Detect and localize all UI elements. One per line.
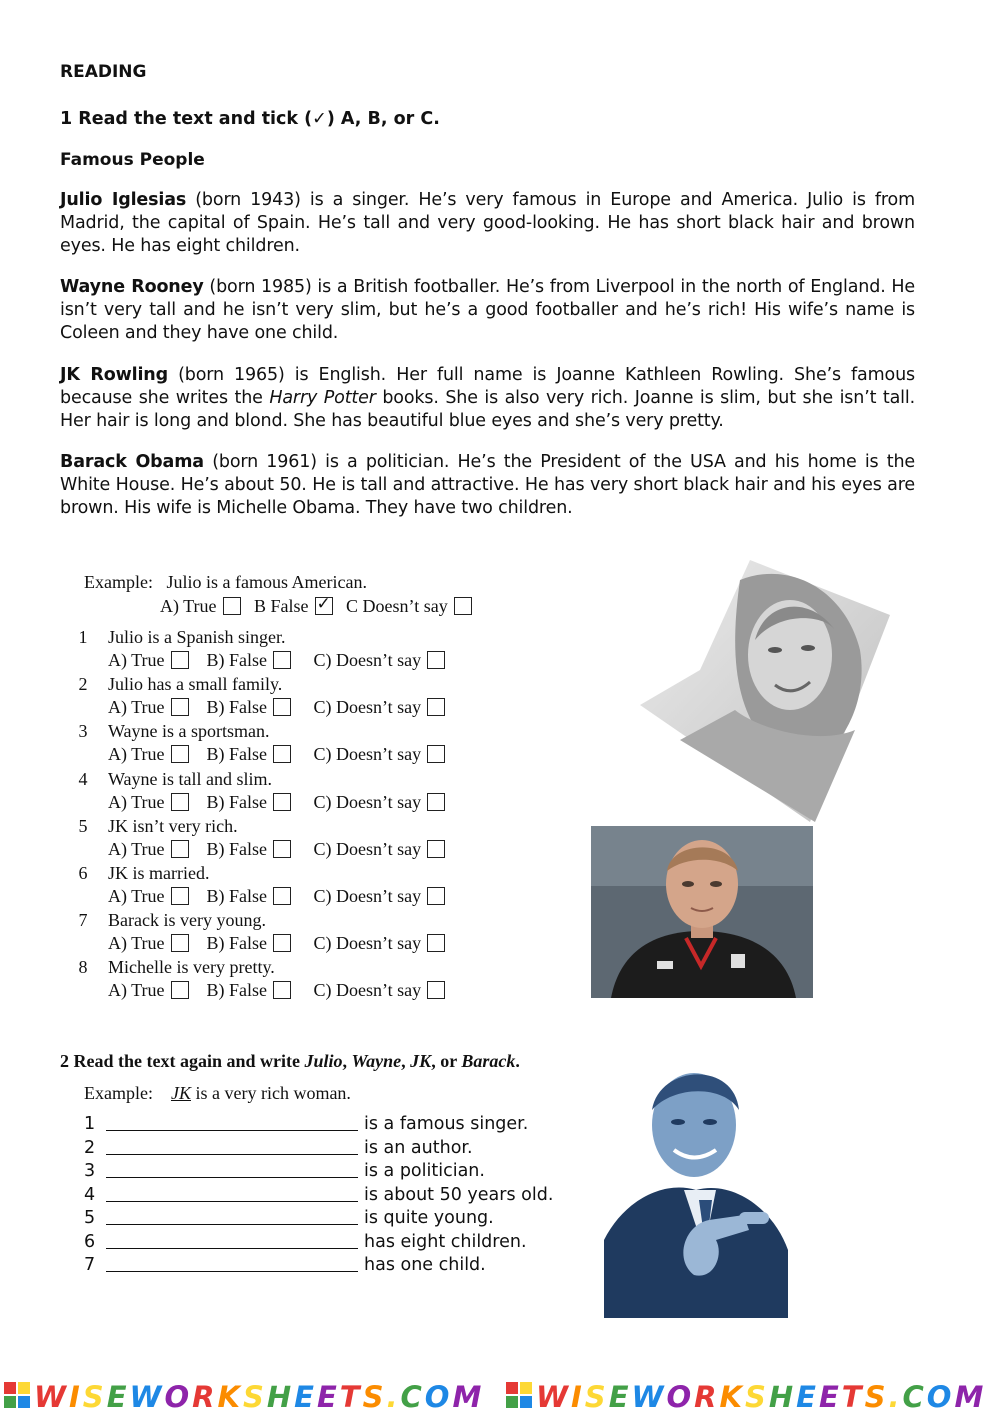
fill-in-item (84, 1208, 494, 1228)
paragraph-text: (born 1965) is English. Her full name is Joanne Kathleen Rowling. She’s famous because she writes the (60, 365, 915, 408)
answer-blank[interactable] (106, 1232, 358, 1249)
paragraph-text: (born 1961) is a politician. He’s the President of the USA and his home is the White House. He’s about 50. He is tall and attractive. He has very short black hair and his eyes are brown. His wife is Michelle Obama. They have two children. (60, 452, 915, 518)
example-label: Example: (84, 572, 153, 592)
footer-brand-letter: O (926, 1380, 955, 1414)
task2-instruction (60, 1051, 520, 1072)
answer-blank[interactable] (106, 1208, 358, 1225)
fill-in-number: 2 (84, 1137, 96, 1158)
book-title: Harry Potter (269, 388, 376, 408)
question-number: 3 (78, 721, 88, 742)
option-c-label: C) Doesn’t say (313, 650, 422, 670)
jk-rowling-illustration (640, 560, 890, 822)
paragraph-jk (60, 364, 915, 433)
footer-brand-letter: S (362, 1380, 387, 1414)
checkbox-c[interactable] (427, 793, 445, 811)
answer-blank[interactable] (106, 1114, 358, 1131)
example-question (84, 572, 367, 593)
paragraph-name: Julio Iglesias (60, 190, 187, 210)
footer-brand-letter: E (106, 1380, 130, 1414)
option-a-label: A) True (108, 650, 165, 670)
footer-brand-letter: . (888, 1380, 903, 1414)
checkbox-c[interactable] (427, 651, 445, 669)
question-text: Wayne is a sportsman. (108, 721, 270, 742)
wayne-rooney-illustration (591, 826, 813, 998)
footer-brand-letter: T (841, 1380, 865, 1414)
checkbox-c[interactable] (427, 887, 445, 905)
question-text: Michelle is very pretty. (108, 957, 275, 978)
example-option-a: A) True (160, 596, 217, 616)
question-item (72, 863, 612, 909)
question-options (108, 650, 445, 671)
question-number: 2 (78, 674, 88, 695)
checkbox-a[interactable] (171, 887, 189, 905)
fill-in-item (84, 1255, 486, 1275)
answer-blank[interactable] (106, 1255, 358, 1272)
footer-brand-letter: S (744, 1380, 769, 1414)
footer-brand-letter: I (69, 1380, 83, 1414)
section-title: READING (60, 62, 147, 82)
footer-brand-letter: S (82, 1380, 107, 1414)
paragraph-name: Barack Obama (60, 452, 204, 472)
option-c-label: C) Doesn’t say (313, 980, 422, 1001)
julio-iglesias-photo (604, 1050, 788, 1318)
option-b-label: B) False (206, 980, 268, 1001)
option-a-label: A) True (108, 933, 165, 954)
question-number: 7 (78, 910, 88, 931)
option-a-label: A) True (108, 697, 165, 718)
footer-brand-letter: T (339, 1380, 363, 1414)
option-a-label: A) True (108, 886, 165, 906)
fill-in-number: 4 (84, 1184, 96, 1205)
checkbox-b[interactable] (273, 698, 291, 716)
question-number: 6 (78, 863, 88, 883)
footer-brand-letter: O (164, 1380, 193, 1414)
task2-separator: , (401, 1051, 411, 1071)
question-item (72, 769, 612, 815)
checkbox-b[interactable] (273, 745, 291, 763)
fill-in-number: 5 (84, 1208, 96, 1228)
wiseworksheets-logo-icon (506, 1382, 532, 1408)
task2-separator: , or (431, 1051, 462, 1071)
fill-in-number: 1 (84, 1114, 96, 1134)
checkbox-a[interactable] (171, 840, 189, 858)
answer-blank[interactable] (106, 1138, 358, 1155)
footer-brand-letter: K (217, 1380, 243, 1414)
option-c-label: C) Doesn’t say (313, 933, 422, 954)
fill-in-number: 7 (84, 1255, 96, 1275)
fill-in-text: is a famous singer. (364, 1114, 529, 1134)
question-options (108, 980, 445, 1001)
example-sentence: Julio is a famous American. (166, 572, 367, 592)
task2-separator: . (515, 1051, 520, 1071)
example-checkbox-a[interactable] (223, 597, 241, 615)
footer-brand-letter: O (666, 1380, 695, 1414)
footer-brand-letter: C (902, 1380, 927, 1414)
checkbox-c[interactable] (427, 934, 445, 952)
fill-in-item (84, 1185, 553, 1205)
checkbox-c[interactable] (427, 981, 445, 999)
footer-brand-letter: E (608, 1380, 632, 1414)
footer-brand-letter: M (954, 1380, 987, 1414)
checkbox-b[interactable] (273, 934, 291, 952)
option-b-label: B) False (206, 886, 268, 906)
question-options (108, 839, 445, 860)
question-text: Wayne is tall and slim. (108, 768, 273, 789)
footer-brand-letter: K (719, 1380, 745, 1414)
footer-watermark (0, 1376, 1000, 1413)
footer-brand-right (536, 1380, 986, 1414)
example-checkbox-b-checked[interactable] (315, 597, 333, 615)
question-number: 5 (78, 815, 88, 836)
option-a-label: A) True (108, 744, 165, 765)
question-text: JK is married. (108, 863, 210, 883)
option-b-label: B) False (206, 744, 268, 765)
footer-brand-letter: M (452, 1380, 485, 1414)
paragraph-barack (60, 451, 915, 520)
task2-example-answer: JK (170, 1083, 191, 1103)
question-number: 4 (78, 768, 88, 789)
footer-brand-letter: W (34, 1380, 69, 1414)
question-number: 1 (78, 627, 88, 647)
task2-name: Barack (461, 1051, 516, 1071)
option-c-label: C) Doesn’t say (313, 744, 422, 765)
question-text: Julio has a small family. (108, 674, 283, 695)
checkbox-a[interactable] (171, 793, 189, 811)
question-text: JK isn’t very rich. (108, 815, 238, 836)
example-option-c: C Doesn’t say (346, 596, 448, 616)
footer-brand-left (34, 1380, 484, 1414)
task2-name: JK (410, 1051, 432, 1071)
option-a-label: A) True (108, 791, 165, 812)
julio-iglesias-illustration (604, 1050, 788, 1318)
answer-blank[interactable] (106, 1185, 358, 1202)
task2-example (84, 1083, 351, 1104)
checkbox-c[interactable] (427, 698, 445, 716)
footer-brand-letter: H (266, 1380, 295, 1414)
question-number: 8 (78, 957, 88, 978)
footer-brand-letter: E (316, 1380, 340, 1414)
option-b-label: B) False (206, 650, 268, 670)
footer-brand-letter: W (536, 1380, 571, 1414)
task1-instruction: 1 Read the text and tick (✓) A, B, or C. (60, 109, 440, 129)
task2-name: Wayne (351, 1051, 402, 1071)
wayne-rooney-photo (591, 826, 813, 998)
example-checkbox-c[interactable] (454, 597, 472, 615)
fill-in-item (84, 1232, 527, 1252)
wiseworksheets-logo-icon (4, 1382, 30, 1408)
fill-in-item (84, 1161, 485, 1181)
paragraph-name: Wayne Rooney (60, 277, 204, 297)
footer-brand-letter: O (424, 1380, 453, 1414)
footer-brand-letter: R (192, 1380, 218, 1414)
fill-in-text: is an author. (364, 1137, 473, 1158)
footer-brand-letter: . (386, 1380, 401, 1414)
question-options (108, 886, 445, 907)
fill-in-text: is a politician. (364, 1161, 485, 1181)
question-options (108, 744, 445, 765)
paragraph-text: books. She is also very rich. Joanne is slim, but she isn’t tall. Her hair is long and blond. She has beautiful blue eyes and she’s very pretty. (60, 388, 915, 431)
option-c-label: C) Doesn’t say (313, 886, 422, 906)
example-option-b: B False (254, 596, 309, 616)
paragraph-wayne (60, 276, 915, 345)
footer-brand-letter: E (294, 1380, 317, 1414)
footer-brand-letter: C (400, 1380, 425, 1414)
question-options (108, 697, 445, 718)
checkbox-b[interactable] (273, 887, 291, 905)
option-b-label: B) False (206, 791, 268, 812)
footer-brand-letter: S (584, 1380, 609, 1414)
text-title: Famous People (60, 150, 205, 170)
question-text: Barack is very young. (108, 910, 266, 931)
fill-in-item (84, 1138, 473, 1158)
question-item (72, 957, 612, 1003)
checkbox-a[interactable] (171, 745, 189, 763)
footer-brand-letter: W (129, 1380, 165, 1414)
fill-in-text: has eight children. (364, 1231, 527, 1252)
checkbox-a[interactable] (171, 981, 189, 999)
example-options (160, 596, 472, 617)
task2-example-text: is a very rich woman. (190, 1083, 351, 1103)
task2-name: Julio (304, 1051, 343, 1071)
footer-brand-letter: E (796, 1380, 819, 1414)
question-item (72, 910, 612, 956)
option-c-label: C) Doesn’t say (313, 791, 422, 812)
checkbox-c[interactable] (427, 840, 445, 858)
question-item (72, 627, 612, 673)
checkbox-c[interactable] (427, 745, 445, 763)
fill-in-item (84, 1114, 528, 1134)
question-options (108, 933, 445, 954)
footer-brand-letter: I (571, 1380, 585, 1414)
question-text: Julio is a Spanish singer. (108, 627, 286, 647)
paragraph-text: (born 1985) is a British footballer. He’s from Liverpool in the north of England. He isn’t very tall and he isn’t very slim, but he’s a good footballer and he’s rich! His wife’s name is Coleen and they have one child. (60, 277, 916, 343)
option-b-label: B) False (206, 697, 268, 718)
checkbox-b[interactable] (273, 651, 291, 669)
question-item (72, 674, 612, 720)
paragraph-name: JK Rowling (60, 365, 168, 385)
checkbox-a[interactable] (171, 934, 189, 952)
task2-example-label: Example: (84, 1083, 153, 1103)
option-c-label: C) Doesn’t say (313, 838, 422, 859)
fill-in-text: is quite young. (364, 1208, 494, 1228)
footer-brand-letter: S (242, 1380, 267, 1414)
question-options (108, 792, 445, 813)
checkbox-a[interactable] (171, 651, 189, 669)
footer-brand-letter: S (864, 1380, 889, 1414)
option-b-label: B) False (206, 933, 268, 954)
footer-brand-letter: R (694, 1380, 720, 1414)
footer-brand-letter: W (631, 1380, 667, 1414)
answer-blank[interactable] (106, 1161, 358, 1178)
option-b-label: B) False (206, 838, 268, 859)
jk-rowling-photo (640, 560, 890, 822)
option-a-label: A) True (108, 980, 165, 1001)
option-c-label: C) Doesn’t say (313, 697, 422, 718)
fill-in-text: has one child. (364, 1255, 486, 1275)
checkbox-a[interactable] (171, 698, 189, 716)
fill-in-number: 3 (84, 1161, 96, 1181)
paragraph-julio (60, 189, 915, 258)
option-a-label: A) True (108, 838, 165, 859)
checkbox-b[interactable] (273, 981, 291, 999)
footer-brand-letter: E (818, 1380, 842, 1414)
fill-in-text: is about 50 years old. (364, 1184, 554, 1205)
question-item (72, 721, 612, 767)
task2-instruction-text: 2 Read the text again and write (60, 1051, 305, 1071)
question-item (72, 816, 612, 862)
checkbox-b[interactable] (273, 793, 291, 811)
paragraph-text: (born 1943) is a singer. He’s very famous in Europe and America. Julio is from Madrid, the capital of Spain. He’s tall and very good-looking. He has short black hair and brown eyes. He has eight children. (60, 190, 916, 256)
checkbox-b[interactable] (273, 840, 291, 858)
fill-in-number: 6 (84, 1231, 96, 1252)
footer-brand-letter: H (768, 1380, 797, 1414)
task2-separator: , (342, 1051, 352, 1071)
